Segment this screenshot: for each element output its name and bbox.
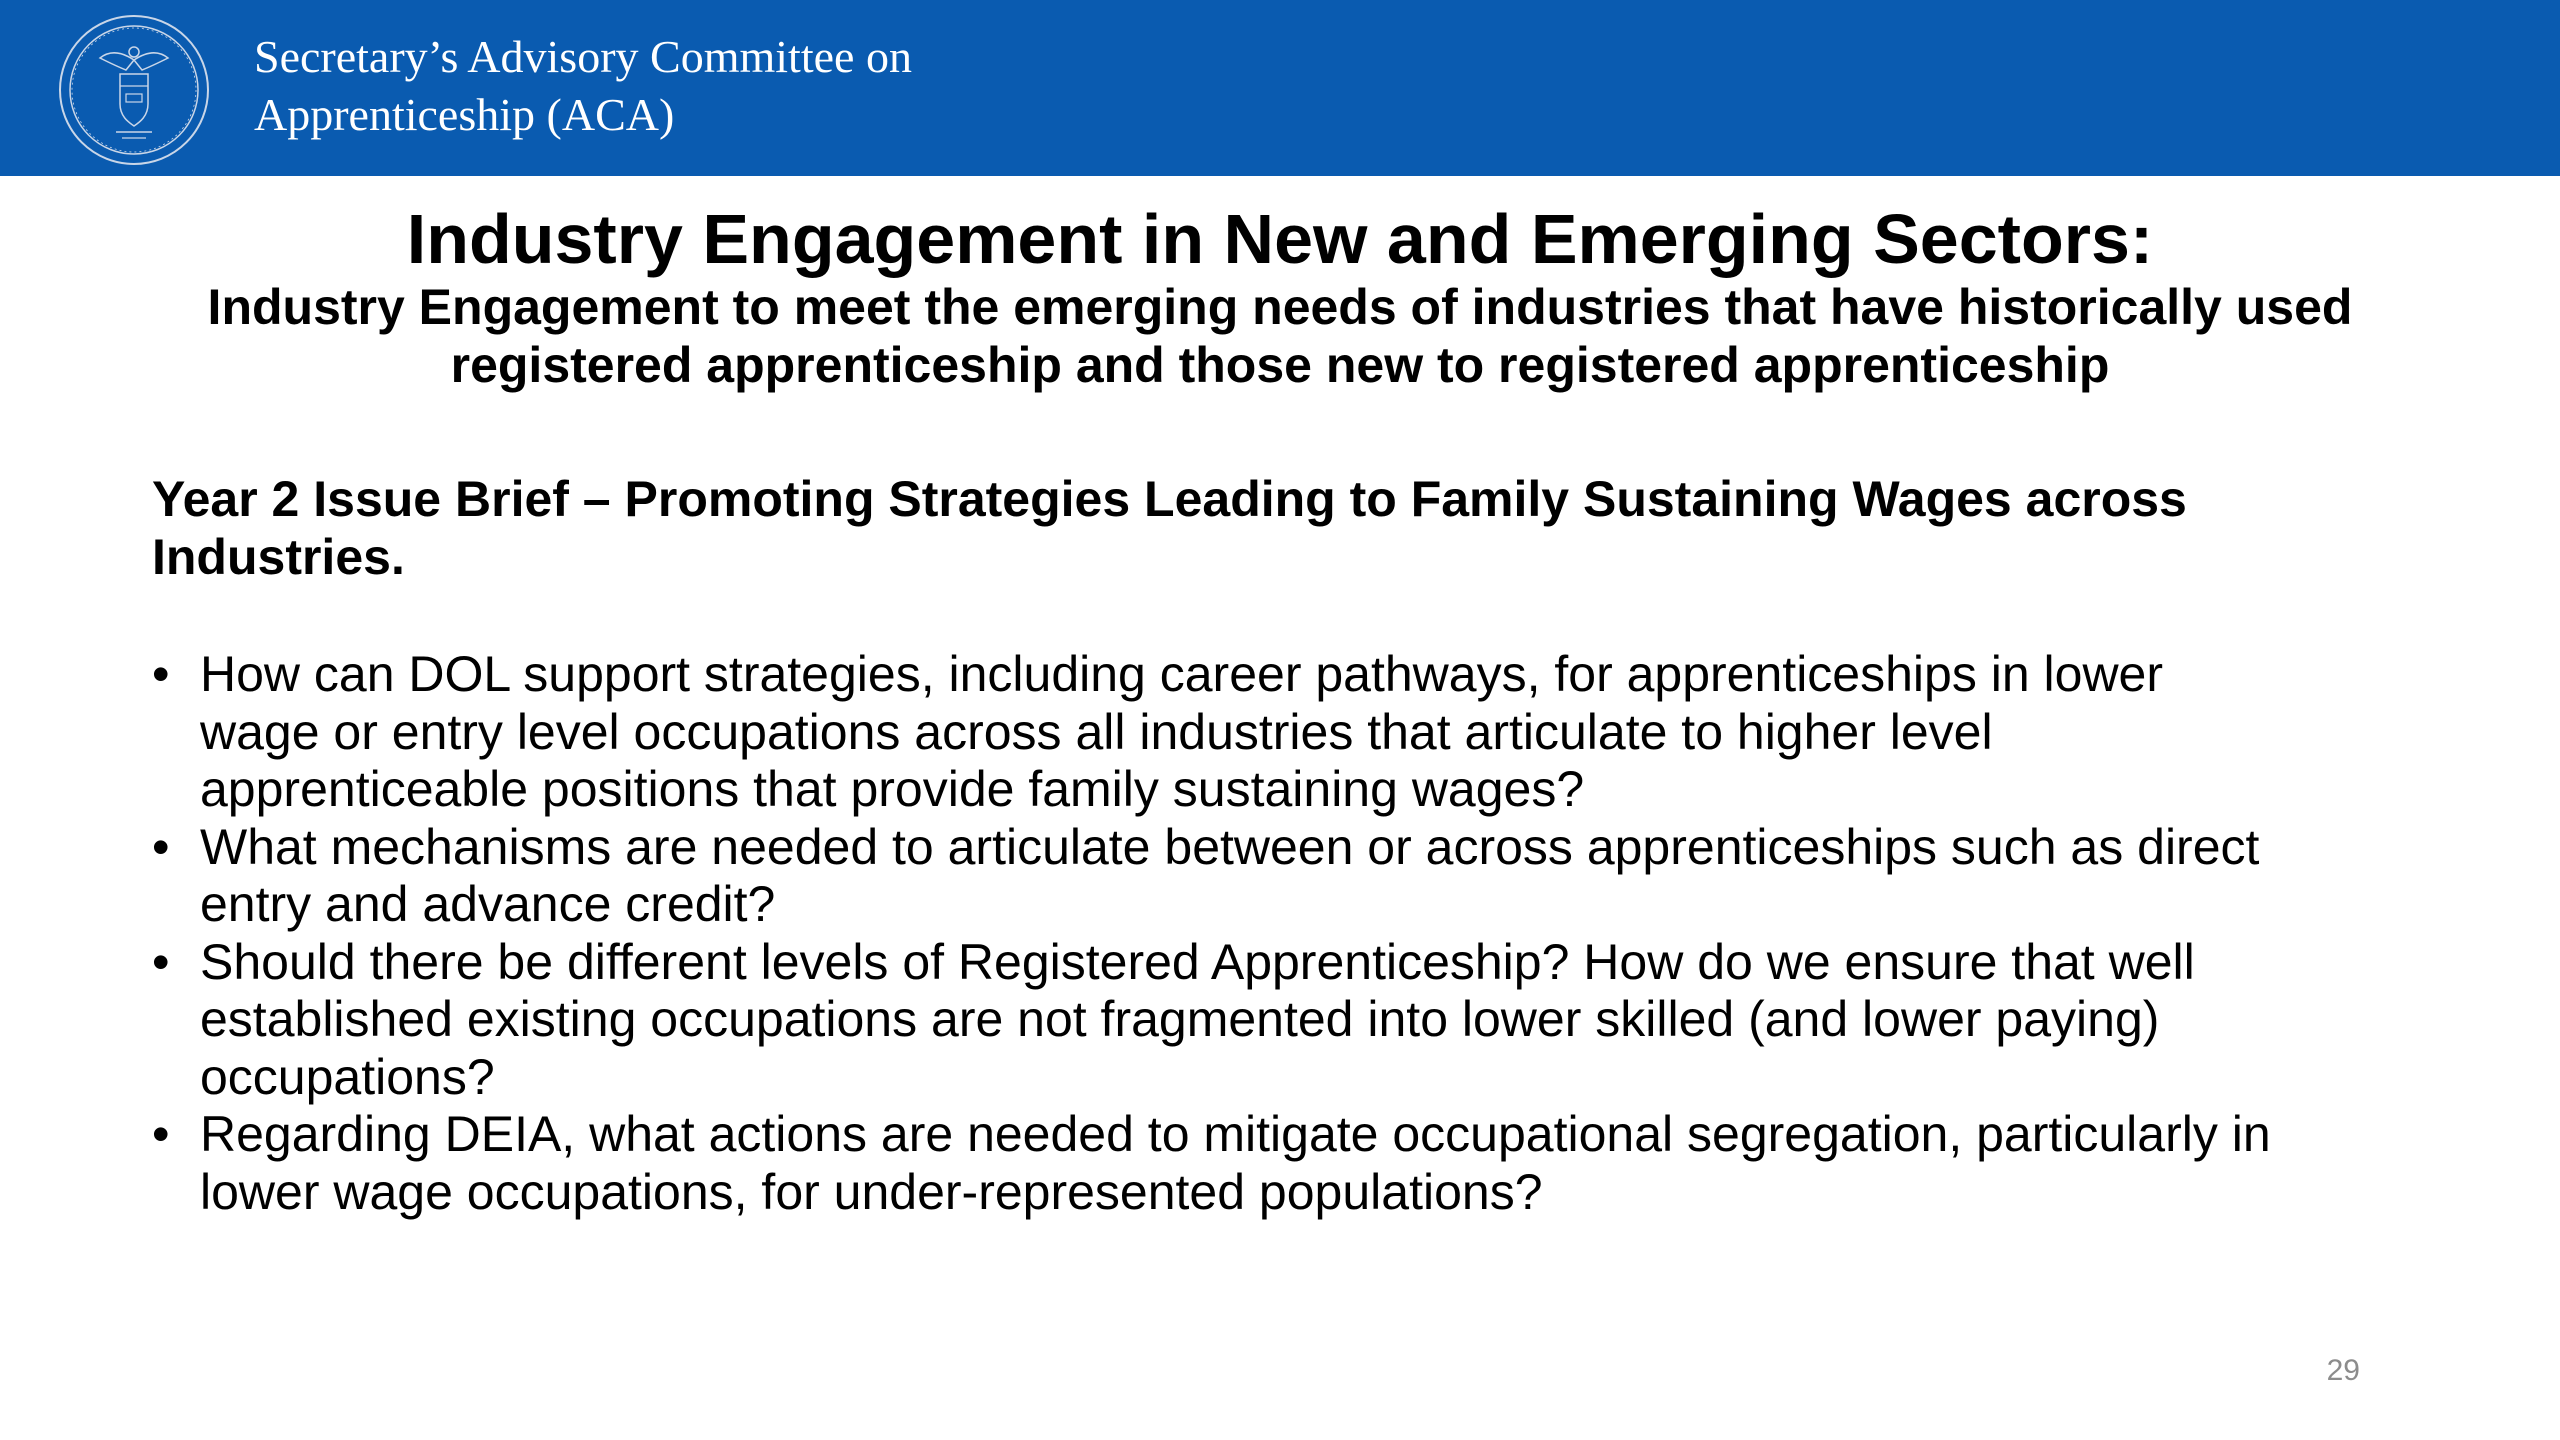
- question-line: wage or entry level occupations across all industries that articulate to higher level: [200, 703, 1993, 760]
- question-list: [152, 646, 2452, 1221]
- question-item: [152, 819, 2452, 934]
- committee-name-line: Apprenticeship (ACA): [254, 89, 675, 140]
- question-item: [152, 1106, 2452, 1221]
- subtitle-line: registered apprenticeship and those new to registered apprenticeship: [450, 337, 2110, 393]
- issue-brief-line: Year 2 Issue Brief – Promoting Strategies Leading to Family Sustaining Wages across: [152, 471, 2187, 527]
- bullet-icon: •: [152, 818, 170, 875]
- question-line: How can DOL support strategies, including career pathways, for apprenticeships in lower: [200, 646, 2164, 702]
- question-line: lower wage occupations, for under-represented populations?: [200, 1163, 1543, 1220]
- header-bar: [0, 0, 2560, 176]
- question-line: established existing occupations are not fragmented into lower skilled (and lower paying): [200, 991, 2160, 1047]
- question-line: apprenticeable positions that provide family sustaining wages?: [200, 761, 1585, 817]
- committee-name-line: Secretary’s Advisory Committee on: [254, 31, 912, 82]
- question-line: Regarding DEIA, what actions are needed to mitigate occupational segregation, particularly in: [200, 1106, 2271, 1162]
- issue-brief-line: Industries.: [152, 529, 405, 585]
- department-of-labor-seal-icon: [56, 12, 212, 168]
- bullet-icon: •: [152, 646, 170, 702]
- question-line: entry and advance credit?: [200, 876, 776, 932]
- committee-name: [254, 28, 912, 144]
- slide-title: Industry Engagement in New and Emerging Sectors:: [406, 200, 2154, 278]
- question-line: Should there be different levels of Registered Apprenticeship? How do we ensure that well: [200, 933, 2195, 990]
- bullet-icon: •: [152, 1106, 170, 1162]
- slide-subtitle: [80, 278, 2480, 394]
- question-item: [152, 646, 2452, 819]
- question-item: [152, 934, 2452, 1107]
- page-number: 29: [2326, 1354, 2360, 1387]
- issue-brief-heading: [152, 470, 2452, 586]
- question-line: What mechanisms are needed to articulate between or across apprenticeships such as direct: [200, 818, 2260, 875]
- question-line: occupations?: [200, 1048, 495, 1105]
- subtitle-line: Industry Engagement to meet the emerging needs of industries that have historically used: [207, 279, 2353, 335]
- bullet-icon: •: [152, 933, 170, 990]
